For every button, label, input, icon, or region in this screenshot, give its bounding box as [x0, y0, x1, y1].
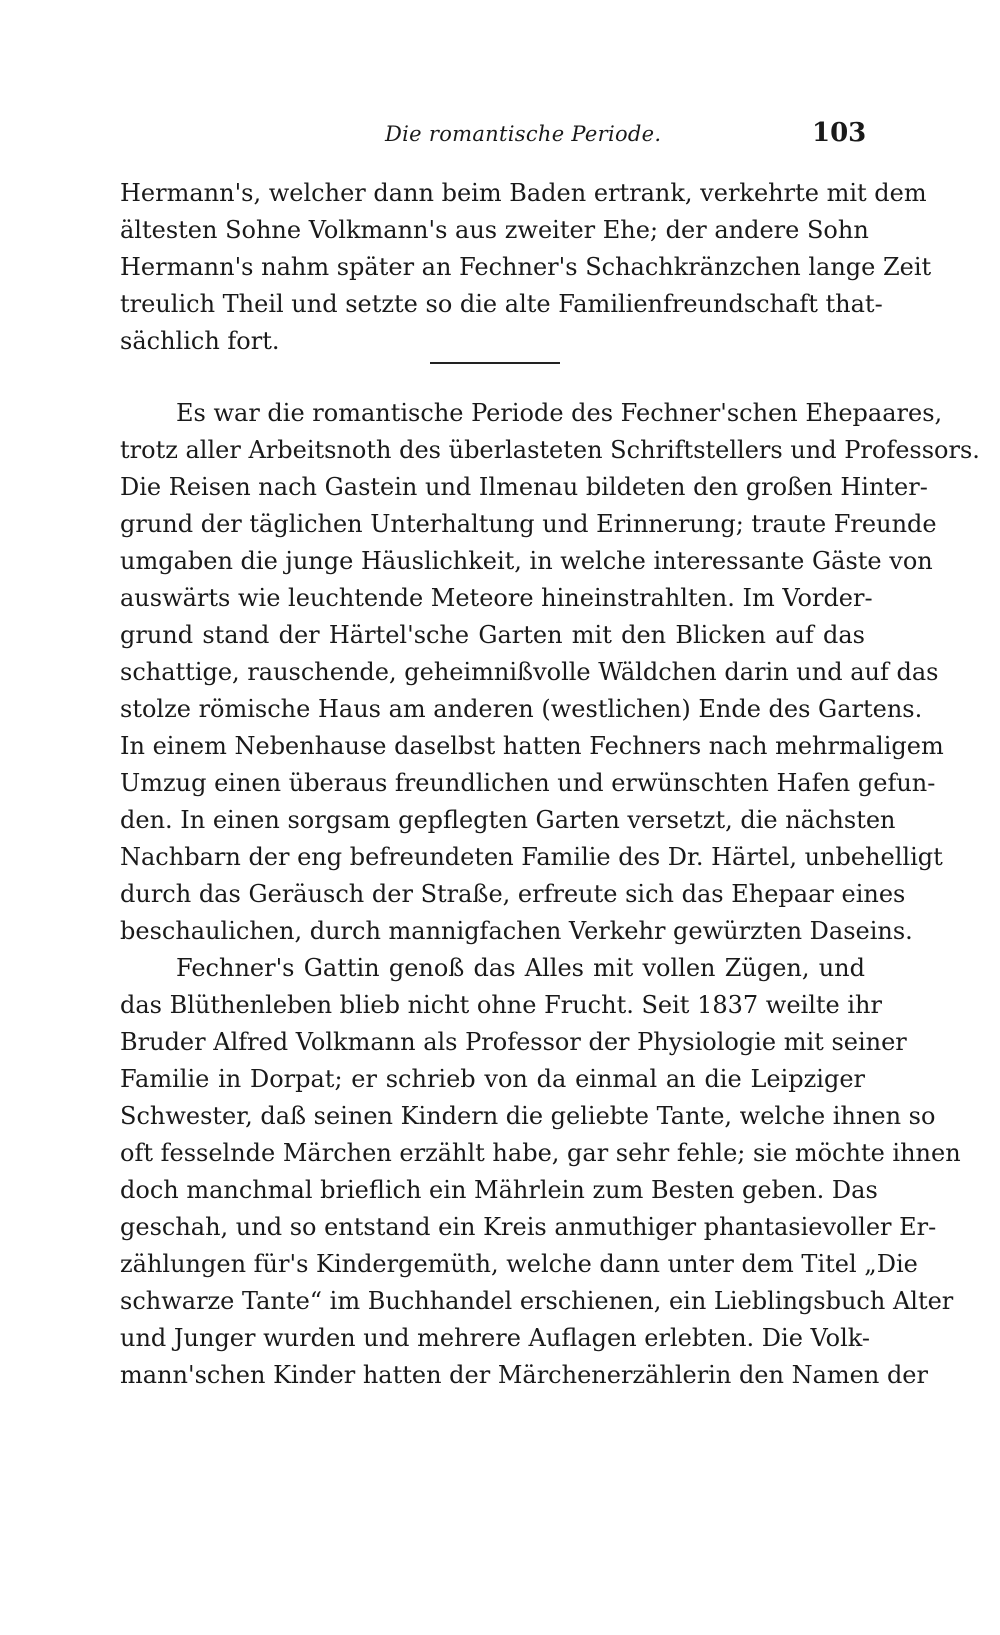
text-line: stolze römische Haus am anderen (westlichen) Ende des Gartens. — [120, 695, 923, 723]
text-line: Fechner's Gattin genoß das Alles mit vollen Zügen, und — [176, 954, 865, 982]
text-line: auswärts wie leuchtende Meteore hineinstrahlten. Im Vorder- — [120, 584, 873, 612]
section-divider — [430, 362, 560, 364]
text-line: das Blüthenleben blieb nicht ohne Frucht. Seit 1837 weilte ihr — [120, 991, 882, 1019]
text-line: sächlich fort. — [120, 327, 280, 355]
running-title: Die romantische Periode. — [385, 122, 662, 146]
main-text — [120, 395, 980, 1394]
text-line: zählungen für's Kindergemüth, welche dann unter dem Titel „Die — [120, 1250, 918, 1278]
text-line: durch das Geräusch der Straße, erfreute sich das Ehepaar eines — [120, 880, 906, 908]
text-line: schattige, rauschende, geheimnißvolle Wäldchen darin und auf das — [120, 658, 939, 686]
page-number: 103 — [812, 118, 867, 148]
text-line: Nachbarn der eng befreundeten Familie des Dr. Härtel, unbehelligt — [120, 843, 943, 871]
text-line: und Junger wurden und mehrere Auflagen erlebten. Die Volk- — [120, 1324, 871, 1352]
text-line: schwarze Tante“ im Buchhandel erschienen, ein Lieblingsbuch Alter — [120, 1287, 954, 1315]
text-line: mann'schen Kinder hatten der Märchenerzählerin den Namen der — [120, 1361, 928, 1389]
text-line: oft fesselnde Märchen erzählt habe, gar sehr fehle; sie möchte ihnen — [120, 1139, 961, 1167]
text-line: Familie in Dorpat; er schrieb von da einmal an die Leipziger — [120, 1065, 865, 1093]
text-line: geschah, und so entstand ein Kreis anmuthiger phantasievoller Er- — [120, 1213, 937, 1241]
text-line: Hermann's, welcher dann beim Baden ertrank, verkehrte mit dem — [120, 179, 927, 207]
text-line: den. In einen sorgsam gepflegten Garten versetzt, die nächsten — [120, 806, 896, 834]
text-line: Es war die romantische Periode des Fechner'schen Ehepaares, — [176, 399, 943, 427]
text-line: treulich Theil und setzte so die alte Familienfreundschaft that- — [120, 290, 883, 318]
text-line: Umzug einen überaus freundlichen und erwünschten Hafen gefun- — [120, 769, 936, 797]
text-line: Die Reisen nach Gastein und Ilmenau bildeten den großen Hinter- — [120, 473, 928, 501]
text-line: Schwester, daß seinen Kindern die geliebte Tante, welche ihnen so — [120, 1102, 936, 1130]
text-line: trotz aller Arbeitsnoth des überlasteten Schriftstellers und Professors. — [120, 436, 980, 464]
text-line: Hermann's nahm später an Fechner's Schachkränzchen lange Zeit — [120, 253, 932, 281]
text-line: Bruder Alfred Volkmann als Professor der Physiologie mit seiner — [120, 1028, 907, 1056]
text-line: grund der täglichen Unterhaltung und Erinnerung; traute Freunde — [120, 510, 937, 538]
text-line: doch manchmal brieflich ein Mährlein zum Besten geben. Das — [120, 1176, 878, 1204]
text-line: ältesten Sohne Volkmann's aus zweiter Ehe; der andere Sohn — [120, 216, 869, 244]
text-line: In einem Nebenhause daselbst hatten Fechners nach mehrmaligem — [120, 732, 944, 760]
text-line: grund stand der Härtel'sche Garten mit den Blicken auf das — [120, 621, 865, 649]
text-line: beschaulichen, durch mannigfachen Verkehr gewürzten Daseins. — [120, 917, 913, 945]
text-line: umgaben die junge Häuslichkeit, in welche interessante Gäste von — [120, 547, 933, 575]
paragraph-continued — [120, 175, 932, 360]
